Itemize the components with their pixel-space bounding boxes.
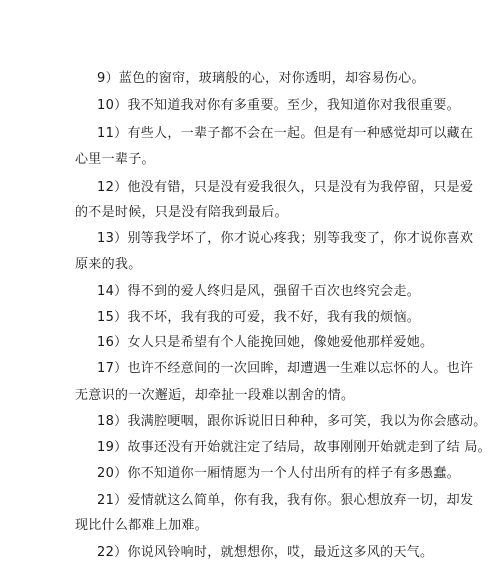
quote-12-continued: 的不是时候，只是没有陪我到最后。 bbox=[75, 205, 288, 220]
quote-19: 19）故事还没有开始就注定了结局，故事刚刚开始就走到了结 局。 bbox=[97, 440, 491, 455]
quote-11: 11）有些人，一辈子都不会在一起。但是有一种感觉却可以藏在 bbox=[97, 126, 474, 141]
quote-21: 21）爱情就这么简单，你有我，我有你。狠心想放弃一切，却发 bbox=[97, 493, 474, 508]
quote-15: 15）我不坏，我有我的可爱，我不好，我有我的烦恼。 bbox=[97, 310, 421, 325]
quote-14: 14）得不到的爱人终归是风，强留千百次也终究会走。 bbox=[97, 284, 421, 299]
quote-22: 22）你说风铃响时，就想想你，哎，最近这多风的天气。 bbox=[97, 545, 434, 560]
quote-21-continued: 现比什么都难上加难。 bbox=[75, 518, 209, 533]
quote-12: 12）他没有错，只是没有爱我很久，只是没有为我停留，只是爱 bbox=[97, 180, 474, 195]
quote-18: 18）我满腔哽咽，跟你诉说旧日种种，多可笑，我以为你会感动。 bbox=[97, 414, 487, 429]
quote-11-continued: 心里一辈子。 bbox=[75, 152, 155, 167]
quote-20: 20）你不知道你一厢情愿为一个人付出所有的样子有多愚蠢。 bbox=[97, 466, 460, 481]
quote-13: 13）别等我学坏了，你才说心疼我；别等我变了，你才说你喜欢 bbox=[97, 231, 474, 246]
quote-16: 16）女人只是希望有个人能挽回她，像她爱他那样爱她。 bbox=[97, 335, 434, 350]
quote-13-continued: 原来的我。 bbox=[75, 257, 142, 272]
quote-17-continued: 无意识的一次邂逅，却牵扯一段难以割舍的情。 bbox=[75, 388, 355, 403]
quote-9: 9）蓝色的窗帘，玻璃般的心，对你透明，却容易伤心。 bbox=[97, 71, 425, 86]
quote-17: 17）也许不经意间的一次回眸，却遭遇一生难以忘怀的人。也许 bbox=[97, 361, 474, 376]
quote-10: 10）我不知道我对你有多重要。至少，我知道你对我很重要。 bbox=[97, 98, 460, 113]
